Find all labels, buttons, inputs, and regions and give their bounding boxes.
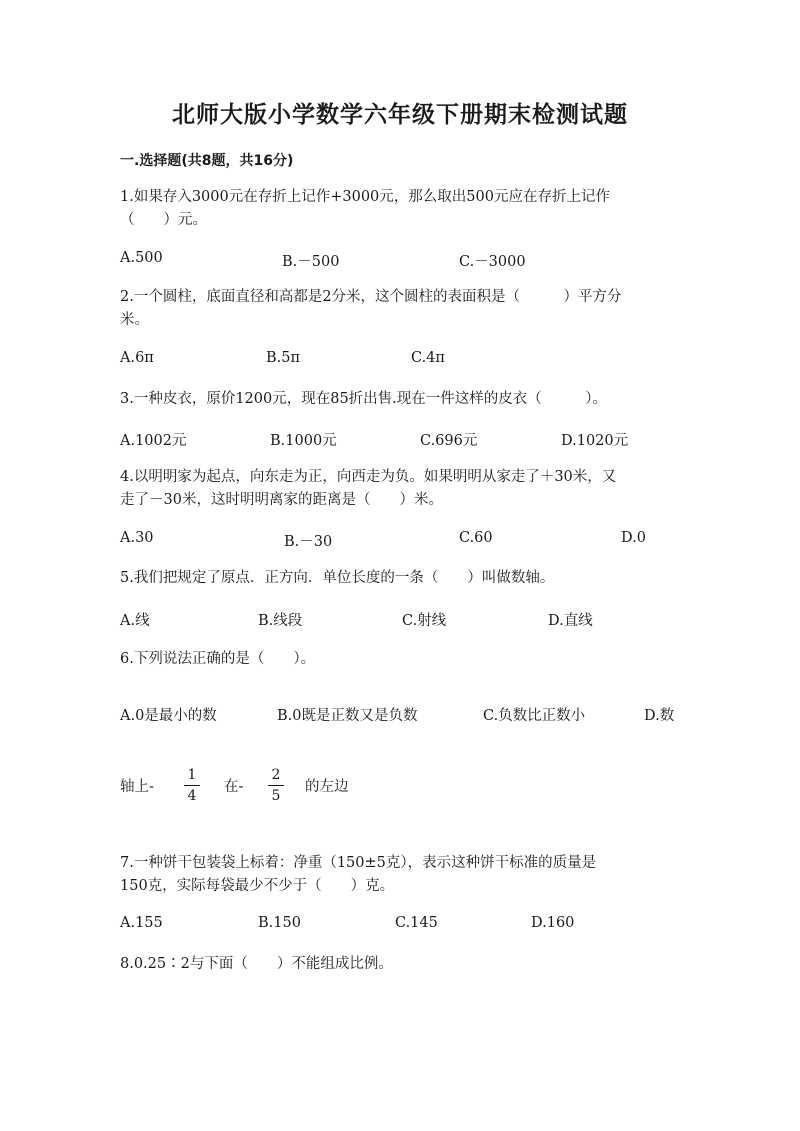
question-6-option-a: A.0是最小的数 (120, 708, 217, 724)
fraction-bar (268, 785, 284, 786)
question-4-line-1: 4.以明明家为起点，向东走为正，向西走为负。如果明明从家走了＋30米，又 (120, 469, 617, 485)
question-3-option-d: D.1020元 (561, 433, 629, 449)
fraction-two-fifths (265, 766, 287, 805)
fraction-bar (184, 785, 200, 786)
fraction-denominator: 5 (271, 788, 281, 804)
fraction-numerator: 1 (187, 767, 197, 783)
question-7-line-2: 150克，实际每袋最少不少于（ ）克。 (120, 878, 395, 894)
question-1-line-2: （ ）元。 (120, 212, 207, 228)
question-2-option-b: B.5π (266, 350, 301, 366)
question-7-option-a: A.155 (120, 915, 163, 931)
question-6-option-c: C.负数比正数小 (483, 708, 586, 724)
question-7-option-b: B.150 (258, 915, 301, 931)
question-8-line-1: 8.0.25∶2与下面（ ）不能组成比例。 (120, 956, 393, 972)
question-1-option-c: C.－3000 (459, 254, 526, 270)
question-6-option-b: B.0既是正数又是负数 (277, 708, 418, 724)
question-2-option-a: A.6π (120, 350, 154, 366)
question-5-option-a: A.线 (120, 613, 150, 629)
question-7-option-d: D.160 (531, 915, 575, 931)
question-4-line-2: 走了－30米，这时明明离家的距离是（ ）米。 (120, 492, 443, 508)
question-4-option-d: D.0 (621, 530, 646, 546)
question-6-option-d-text-2: 在- (224, 779, 244, 795)
question-4-option-a: A.30 (120, 530, 154, 546)
question-6-option-d-text-3: 的左边 (305, 779, 349, 795)
question-2-line-2: 米。 (120, 312, 149, 328)
question-1-option-a: A.500 (120, 250, 163, 266)
section-heading: 一.选择题(共8题，共16分) (120, 153, 294, 169)
question-6-line-1: 6.下列说法正确的是（ ）。 (120, 651, 316, 667)
question-7-option-c: C.145 (395, 915, 438, 931)
question-7-line-1: 7.一种饼干包装袋上标着：净重（150±5克），表示这种饼干标准的质量是 (120, 855, 597, 871)
question-2-line-1: 2.一个圆柱，底面直径和高都是2分米，这个圆柱的表面积是（ ）平方分 (120, 289, 622, 305)
question-3-option-b: B.1000元 (270, 433, 337, 449)
question-6-option-d: D.数 (644, 708, 675, 724)
question-3-option-c: C.696元 (420, 433, 478, 449)
question-5-option-d: D.直线 (548, 613, 593, 629)
fraction-one-quarter (181, 766, 203, 805)
question-4-option-b: B.－30 (284, 534, 333, 550)
page-title: 北师大版小学数学六年级下册期末检测试题 (172, 102, 628, 128)
question-2-option-c: C.4π (411, 350, 445, 366)
fraction-denominator: 4 (187, 788, 197, 804)
question-3-option-a: A.1002元 (120, 433, 187, 449)
question-1-line-1: 1.如果存入3000元在存折上记作+3000元，那么取出500元应在存折上记作 (120, 189, 610, 205)
question-5-line-1: 5.我们把规定了原点．正方向．单位长度的一条（ ）叫做数轴。 (120, 570, 555, 586)
question-5-option-c: C.射线 (402, 613, 447, 629)
question-6-option-d-text-1: 轴上- (120, 779, 154, 795)
question-3-line-1: 3.一种皮衣，原价1200元，现在85折出售.现在一件这样的皮衣（ ）。 (120, 391, 608, 407)
question-4-option-c: C.60 (459, 530, 493, 546)
fraction-numerator: 2 (271, 767, 281, 783)
question-5-option-b: B.线段 (258, 613, 303, 629)
question-1-option-b: B.－500 (282, 254, 340, 270)
